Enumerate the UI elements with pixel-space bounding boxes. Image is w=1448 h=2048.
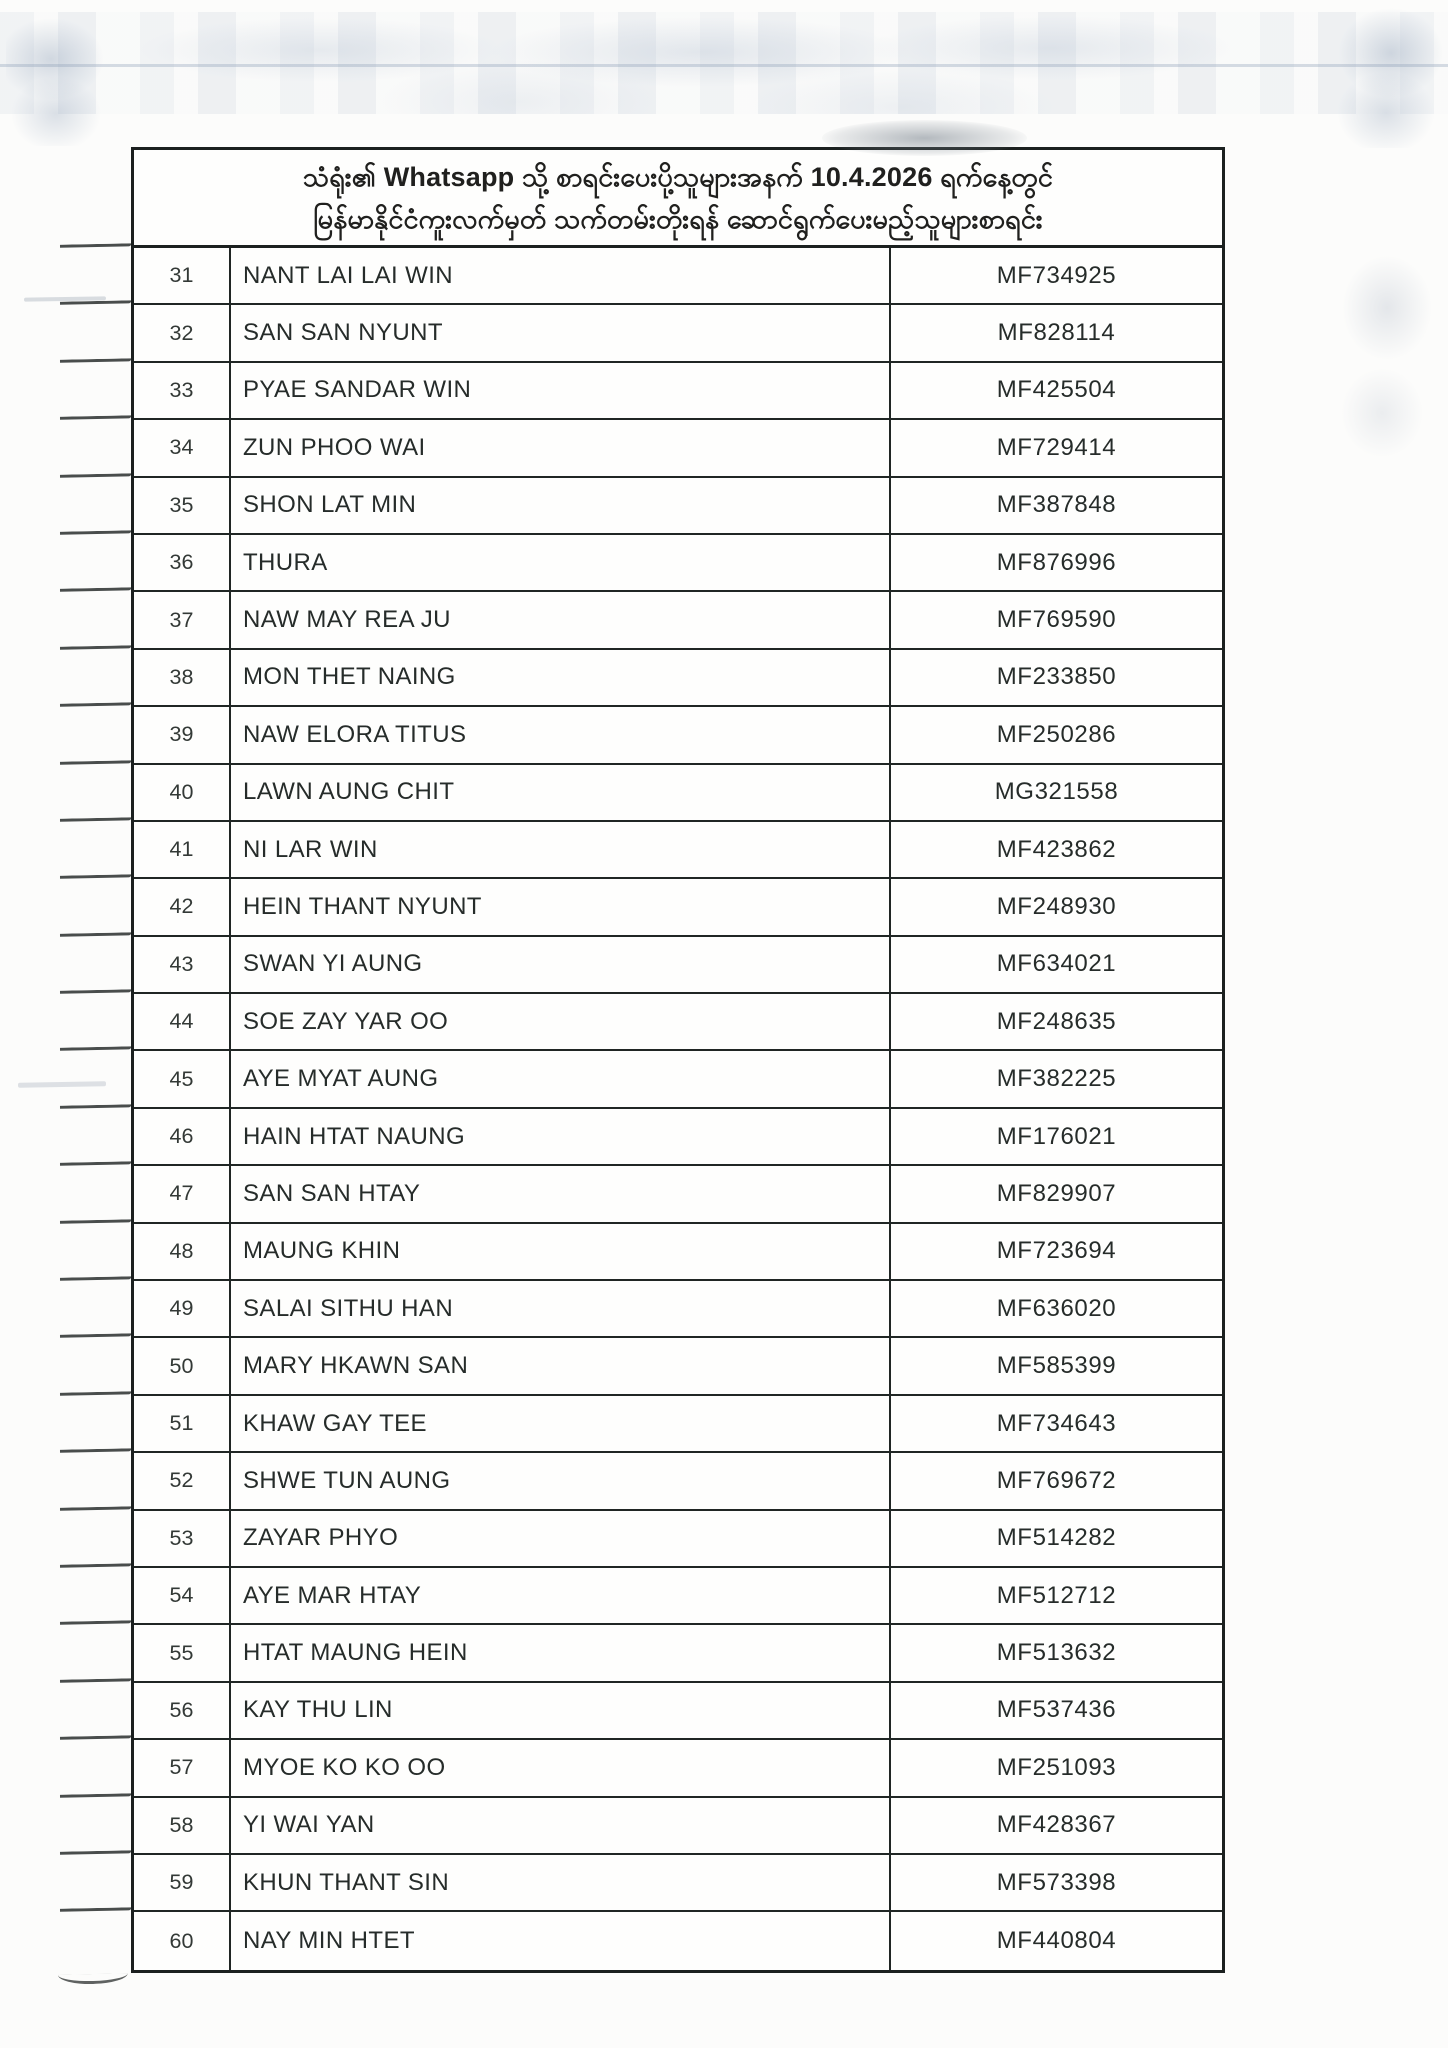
- person-name: NAW MAY REA JU: [231, 592, 891, 647]
- table-row: [134, 1855, 1222, 1912]
- person-name: SOE ZAY YAR OO: [231, 994, 891, 1049]
- table-row: [134, 1912, 1222, 1969]
- person-name: NAW ELORA TITUS: [231, 707, 891, 762]
- table-row: [134, 1568, 1222, 1625]
- row-number: 52: [134, 1453, 231, 1508]
- person-name: SHWE TUN AUNG: [231, 1453, 891, 1508]
- table-row: [134, 1224, 1222, 1281]
- passport-number: MF440804: [996, 1927, 1117, 1955]
- table-row: [134, 1625, 1222, 1682]
- row-number: 53: [134, 1511, 231, 1566]
- table-row: [134, 1109, 1222, 1166]
- row-number: 41: [134, 822, 231, 877]
- person-name: SAN SAN NYUNT: [231, 305, 891, 360]
- person-name: MON THET NAING: [231, 650, 891, 705]
- table-row: [134, 248, 1222, 305]
- table-row: [134, 937, 1222, 994]
- passport-number: MF769672: [996, 1466, 1117, 1494]
- passport-number: MF729414: [996, 433, 1117, 461]
- passport-number: MF248930: [996, 892, 1117, 920]
- person-name: NAY MIN HTET: [231, 1912, 891, 1969]
- row-number: 47: [134, 1166, 231, 1221]
- passport-renewal-list-table: [131, 147, 1225, 1973]
- person-name: NI LAR WIN: [231, 822, 891, 877]
- passport-number: MF513632: [996, 1639, 1117, 1667]
- person-name: NANT LAI LAI WIN: [231, 248, 891, 303]
- table-row: [134, 420, 1222, 477]
- passport-number: MF585399: [996, 1352, 1117, 1380]
- row-number: 40: [134, 765, 231, 820]
- passport-number: MF537436: [996, 1696, 1117, 1724]
- passport-number: MF512712: [996, 1581, 1117, 1609]
- scan-artifact-right-middle: [1332, 238, 1448, 478]
- passport-number: MF428367: [996, 1811, 1117, 1839]
- person-name: SWAN YI AUNG: [231, 937, 891, 992]
- passport-number: MF769590: [996, 606, 1117, 634]
- row-number: 37: [134, 592, 231, 647]
- table-row: [134, 1683, 1222, 1740]
- row-number: 44: [134, 994, 231, 1049]
- person-name: YI WAI YAN: [231, 1798, 891, 1853]
- header-title-line1: သံရုံး၏ Whatsapp သို့ စာရင်းပေးပို့သူများအနက် 10.4.2026 ရက်နေ့တွင်: [302, 162, 1054, 193]
- passport-number: MF176021: [996, 1122, 1117, 1150]
- person-name: SAN SAN HTAY: [231, 1166, 891, 1221]
- passport-number: MF573398: [996, 1868, 1117, 1896]
- passport-number: MF734643: [996, 1409, 1117, 1437]
- table-row: [134, 1511, 1222, 1568]
- row-number: 32: [134, 305, 231, 360]
- row-number: 45: [134, 1051, 231, 1106]
- row-number: 34: [134, 420, 231, 475]
- person-name: THURA: [231, 535, 891, 590]
- passport-number: MF387848: [996, 491, 1117, 519]
- table-row: [134, 650, 1222, 707]
- table-row: [134, 1051, 1222, 1108]
- table-row: [134, 1166, 1222, 1223]
- person-name: MAUNG KHIN: [231, 1224, 891, 1279]
- row-number: 60: [134, 1912, 231, 1969]
- person-name: MYOE KO KO OO: [231, 1740, 891, 1795]
- passport-number: MF634021: [996, 950, 1117, 978]
- scan-artifact-right-block: [1336, 8, 1448, 148]
- table-row: [134, 1453, 1222, 1510]
- row-number: 50: [134, 1338, 231, 1393]
- row-number: 59: [134, 1855, 231, 1910]
- passport-number: MG321558: [994, 778, 1119, 806]
- person-name: LAWN AUNG CHIT: [231, 765, 891, 820]
- table-row: [134, 592, 1222, 649]
- row-number: 48: [134, 1224, 231, 1279]
- table-row: [134, 1338, 1222, 1395]
- table-row: [134, 879, 1222, 936]
- table-body: [134, 248, 1222, 1970]
- row-number: 43: [134, 937, 231, 992]
- person-name: MARY HKAWN SAN: [231, 1338, 891, 1393]
- row-number: 57: [134, 1740, 231, 1795]
- table-row: [134, 363, 1222, 420]
- person-name: AYE MAR HTAY: [231, 1568, 891, 1623]
- row-number: 38: [134, 650, 231, 705]
- table-row: [134, 1396, 1222, 1453]
- person-name: HEIN THANT NYUNT: [231, 879, 891, 934]
- person-name: KAY THU LIN: [231, 1683, 891, 1738]
- person-name: HAIN HTAT NAUNG: [231, 1109, 891, 1164]
- row-number: 46: [134, 1109, 231, 1164]
- scan-artifact-left-block: [6, 14, 110, 146]
- row-number: 39: [134, 707, 231, 762]
- row-number: 58: [134, 1798, 231, 1853]
- row-number: 33: [134, 363, 231, 418]
- scan-artifact-dash: [18, 1081, 106, 1088]
- passport-number: MF514282: [996, 1524, 1117, 1552]
- passport-number: MF425504: [996, 376, 1117, 404]
- passport-number: MF876996: [996, 548, 1117, 576]
- passport-number: MF828114: [997, 319, 1116, 347]
- passport-number: MF251093: [996, 1753, 1117, 1781]
- row-number: 55: [134, 1625, 231, 1680]
- row-number: 42: [134, 879, 231, 934]
- table-row: [134, 994, 1222, 1051]
- table-row: [134, 822, 1222, 879]
- row-number: 49: [134, 1281, 231, 1336]
- table-row: [134, 305, 1222, 362]
- passport-number: MF829907: [996, 1179, 1117, 1207]
- header-title-line2: မြန်မာနိုင်ငံကူးလက်မှတ် သက်တမ်းတိုးရန် ဆောင်ရွက်ပေးမည့်သူများစာရင်း: [313, 203, 1043, 234]
- person-name: AYE MYAT AUNG: [231, 1051, 891, 1106]
- passport-number: MF382225: [996, 1065, 1117, 1093]
- scan-artifact-top-band: [0, 12, 1448, 114]
- table-row: [134, 707, 1222, 764]
- table-row: [134, 1798, 1222, 1855]
- person-name: ZAYAR PHYO: [231, 1511, 891, 1566]
- person-name: SALAI SITHU HAN: [231, 1281, 891, 1336]
- passport-number: MF734925: [996, 261, 1117, 289]
- table-row: [134, 535, 1222, 592]
- passport-number: MF248635: [996, 1007, 1117, 1035]
- person-name: ZUN PHOO WAI: [231, 420, 891, 475]
- passport-number: MF250286: [996, 720, 1117, 748]
- table-row: [134, 765, 1222, 822]
- row-number: 54: [134, 1568, 231, 1623]
- row-number: 35: [134, 478, 231, 533]
- person-name: PYAE SANDAR WIN: [231, 363, 891, 418]
- passport-number: MF233850: [996, 663, 1117, 691]
- row-number: 31: [134, 248, 231, 303]
- table-row: [134, 1281, 1222, 1338]
- passport-number: MF723694: [996, 1237, 1117, 1265]
- table-header: [134, 150, 1222, 248]
- row-number: 56: [134, 1683, 231, 1738]
- passport-number: MF636020: [996, 1294, 1117, 1322]
- table-row: [134, 478, 1222, 535]
- person-name: KHUN THANT SIN: [231, 1855, 891, 1910]
- row-number: 36: [134, 535, 231, 590]
- table-row: [134, 1740, 1222, 1797]
- row-number: 51: [134, 1396, 231, 1451]
- passport-number: MF423862: [996, 835, 1117, 863]
- person-name: KHAW GAY TEE: [231, 1396, 891, 1451]
- person-name: SHON LAT MIN: [231, 478, 891, 533]
- person-name: HTAT MAUNG HEIN: [231, 1625, 891, 1680]
